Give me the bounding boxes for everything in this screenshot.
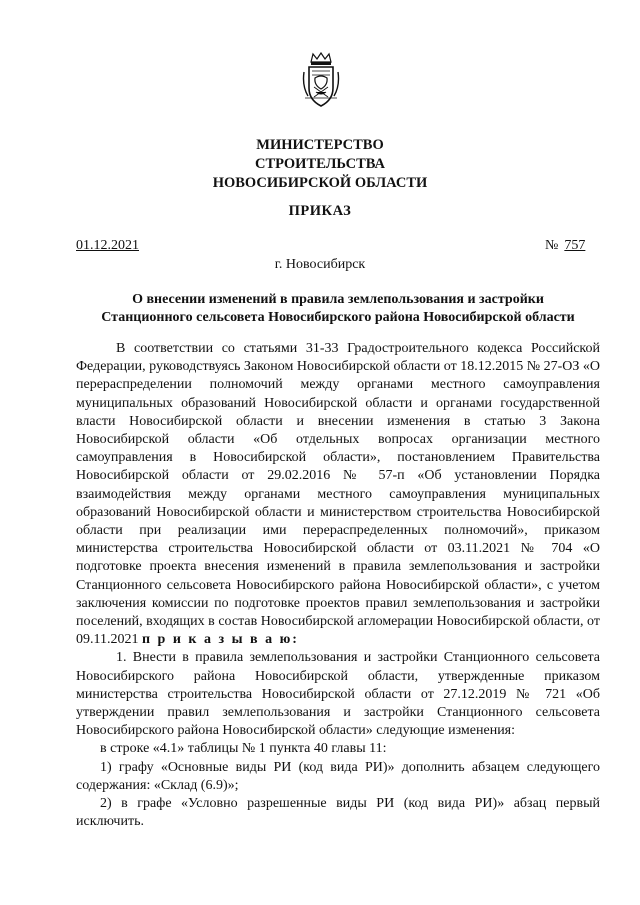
ministry-line-1: МИНИСТЕРСТВО (256, 137, 384, 153)
paragraph-item-1: 1. Внести в правила землепользования и застройки Станционного сельсовета Новосибирского района Новосибирской области, утвержденные приказом министерства строительства Новосибирской области от 27.12.2019 № 721 «Об утверждении правил землепользования и застройки Станционного сельсовета Новосибирского района Новосибирской области» следующие изменения: (76, 650, 600, 739)
order-directive: п р и к а з ы в а ю: (141, 632, 299, 648)
paragraph-table-row: в строке «4.1» таблицы № 1 пункта 40 главы 11: (100, 741, 387, 757)
subject-line-1: О внесении изменений в правила землепользования и застройки (132, 292, 544, 307)
paragraph-subitem-2: 2) в графе «Условно разрешенные виды РИ (код вида РИ)» абзац первый исключить. (76, 796, 600, 830)
document-number: 757 (564, 238, 586, 253)
ministry-line-2: СТРОИТЕЛЬСТВА (254, 156, 386, 172)
ministry-name (0, 136, 640, 193)
ministry-line-3: НОВОСИБИРСКОЙ ОБЛАСТИ (212, 175, 428, 191)
document-number-block (545, 238, 585, 254)
number-sign: № (545, 238, 559, 253)
document-type: ПРИКАЗ (288, 203, 352, 219)
document-city: г. Новосибирск (274, 257, 366, 272)
subject-line-2: Станционного сельсовета Новосибирского района Новосибирской области (101, 310, 575, 325)
preamble-text: В соответствии со статьями 31-33 Градостроительного кодекса Российской Федерации, руководствуясь Законом Новосибирской области от 18.12.2015 № 27-ОЗ «О перераспределении полномочий между органами местного самоуправления муниципальных образований Новосибирской области и органами государственной власти Новосибирской области и внесении изменения в статью 3 Закона Новосибирской области «Об отдельных вопросах организации местного самоуправления в Новосибирской области», постановлением Правительства Новосибирской области от 29.02.2016 № 57-п «Об установлении Порядка взаимодействия между органами местного самоуправления муниципальных образований Новосибирской области и министерством строительства Новосибирской области при реализации ими перераспределенных полномочий», приказом министерства строительства Новосибирской области от 03.11.2021 № 704 «О подготовке проекта внесения изменений в правила землепользования и застройки Станционного сельсовета Новосибирского района Новосибирской области», с учетом заключения комиссии по подготовке проектов правил землепользования и застройки поселений, входящих в состав Новосибирской агломерации Новосибирской области, от 09.11.2021 (76, 341, 600, 648)
document-date: 01.12.2021 (76, 238, 139, 253)
document-subject (76, 291, 600, 327)
coat-of-arms-icon (302, 52, 340, 110)
paragraph-preamble (76, 340, 600, 649)
paragraph-subitem-1: 1) графу «Основные виды РИ (код вида РИ)» дополнить абзацем следующего содержания: «Склад (6.9)»; (76, 759, 600, 793)
document-body (76, 340, 600, 831)
